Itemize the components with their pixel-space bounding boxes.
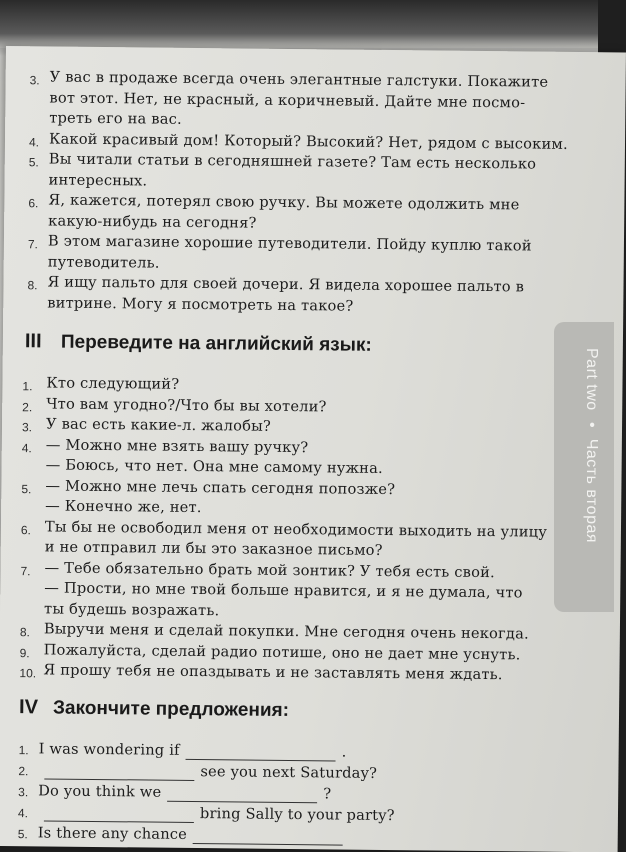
list-item-number: 9.: [20, 646, 30, 660]
list-item-line: У вас есть какие-л. жалобы?: [46, 415, 271, 434]
list-item-number: 6.: [21, 523, 31, 537]
fill-in-sentence: [38, 782, 331, 803]
list-item-line: вот этот. Нет, не красный, а коричневый. Дайте мне посмо-: [49, 89, 525, 111]
list-item-number: 4.: [18, 806, 28, 820]
list-item-number: 10.: [19, 666, 36, 680]
side-tab-part-ru: Часть вторая: [583, 439, 600, 543]
list-item-number: 3.: [18, 785, 28, 799]
list-item-number: 4.: [22, 441, 32, 455]
list-item-line: и не отправил ли бы это заказное письмо?: [45, 538, 383, 559]
list-item-line: — Конечно же, нет.: [45, 497, 202, 516]
list-item-number: 7.: [28, 237, 38, 251]
fill-in-sentence: [38, 761, 377, 783]
fill-in-sentence: [38, 824, 349, 845]
sentence-start: Is there any chance: [38, 824, 187, 843]
answer-blank: [167, 783, 317, 803]
list-item-number: 5.: [18, 827, 28, 841]
list-item-number: 8.: [20, 625, 30, 639]
list-item-line: Пожалуйста, сделай радио потише, оно не дает мне уснуть.: [44, 641, 521, 663]
side-tab-label: [560, 348, 600, 588]
section-4-title: Закончите предложения:: [53, 697, 289, 721]
list-item-line: какую-нибудь на сегодня?: [48, 212, 257, 231]
list-item-line: — Тебе обязательно брать мой зонтик? У тебя есть свой.: [44, 559, 495, 581]
list-item-line: — Прости, но мне твой больше нравится, и я не думала, что: [44, 579, 523, 601]
list-item-line: — Можно мне взять вашу ручку?: [46, 436, 309, 456]
section-3-title: Переведите на английский язык:: [61, 332, 372, 357]
fill-in-sentence: [38, 803, 395, 825]
list-item-line: В этом магазине хорошие путеводители. Пойду куплю такой: [48, 232, 532, 254]
page-top-shadow: [0, 0, 598, 48]
sentence-start: Do you think we: [38, 782, 161, 800]
answer-blank: [44, 761, 194, 781]
sentence-end: bring Sally to your party?: [200, 805, 395, 824]
list-item-number: 8.: [27, 278, 37, 292]
section-4-roman: IV: [19, 696, 38, 719]
list-item-line: — Можно мне лечь спать сегодня попозже?: [45, 477, 395, 498]
list-item-number: 5.: [29, 155, 39, 169]
sentence-end: see you next Saturday?: [200, 763, 377, 782]
sentence-end: ?: [323, 785, 331, 802]
list-item-line: — Боюсь, что нет. Она мне самому нужна.: [46, 456, 383, 477]
list-item-number: 6.: [28, 196, 38, 210]
list-item-number: 2.: [18, 764, 28, 778]
book-page: [0, 46, 626, 852]
list-item-number: 2.: [22, 400, 32, 414]
list-item-line: Я прошу тебя не опаздывать и не заставлять меня ждать.: [43, 661, 502, 683]
side-tab-part-en: Part two: [583, 348, 600, 411]
list-item-line: Какой красивый дом! Который? Высокий? Нет, рядом с высоким.: [49, 130, 568, 152]
list-item-number: 4.: [29, 135, 39, 149]
list-item-line: У вас в продаже всегда очень элегантные галстуки. Покажите: [50, 68, 549, 90]
list-item-line: Я ищу пальто для своей дочери. Я видела хорошее пальто в: [47, 273, 524, 295]
list-item-line: Кто следующий?: [46, 374, 179, 392]
list-item-number: 5.: [21, 482, 31, 496]
list-item-line: путеводитель.: [48, 253, 160, 271]
list-item-line: Что вам угодно?/Что бы вы хотели?: [46, 395, 327, 415]
side-tab-separator: •: [583, 422, 600, 428]
list-item-line: Я, кажется, потерял свою ручку. Вы можете одолжить мне: [48, 191, 519, 213]
answer-blank: [186, 741, 336, 761]
list-item-number: 3.: [22, 420, 32, 434]
list-item-line: треть его на вас.: [49, 109, 182, 127]
sentence-start: I was wondering if: [39, 740, 180, 758]
sentence-end: .: [342, 743, 347, 760]
section-3-roman: III: [25, 330, 42, 353]
fill-in-sentence: [39, 740, 347, 761]
list-item-line: Вы читали статьи в сегодняшней газете? Там есть несколько: [49, 150, 537, 172]
list-item-line: витрине. Могу я посмотреть на такое?: [47, 294, 353, 314]
list-item-line: ты будешь возражать.: [44, 600, 219, 619]
list-item-line: Ты бы не освободил меня от необходимости выходить на улицу: [45, 518, 547, 540]
answer-blank: [193, 826, 343, 846]
list-item-number: 3.: [30, 73, 40, 87]
answer-blank: [44, 803, 194, 823]
list-item-number: 7.: [20, 564, 30, 578]
list-item-line: интересных.: [49, 171, 148, 189]
list-item-number: 1.: [22, 379, 32, 393]
list-item-line: Выручи меня и сделай покупки. Мне сегодня очень некогда.: [44, 620, 529, 642]
list-item-number: 1.: [19, 743, 29, 757]
